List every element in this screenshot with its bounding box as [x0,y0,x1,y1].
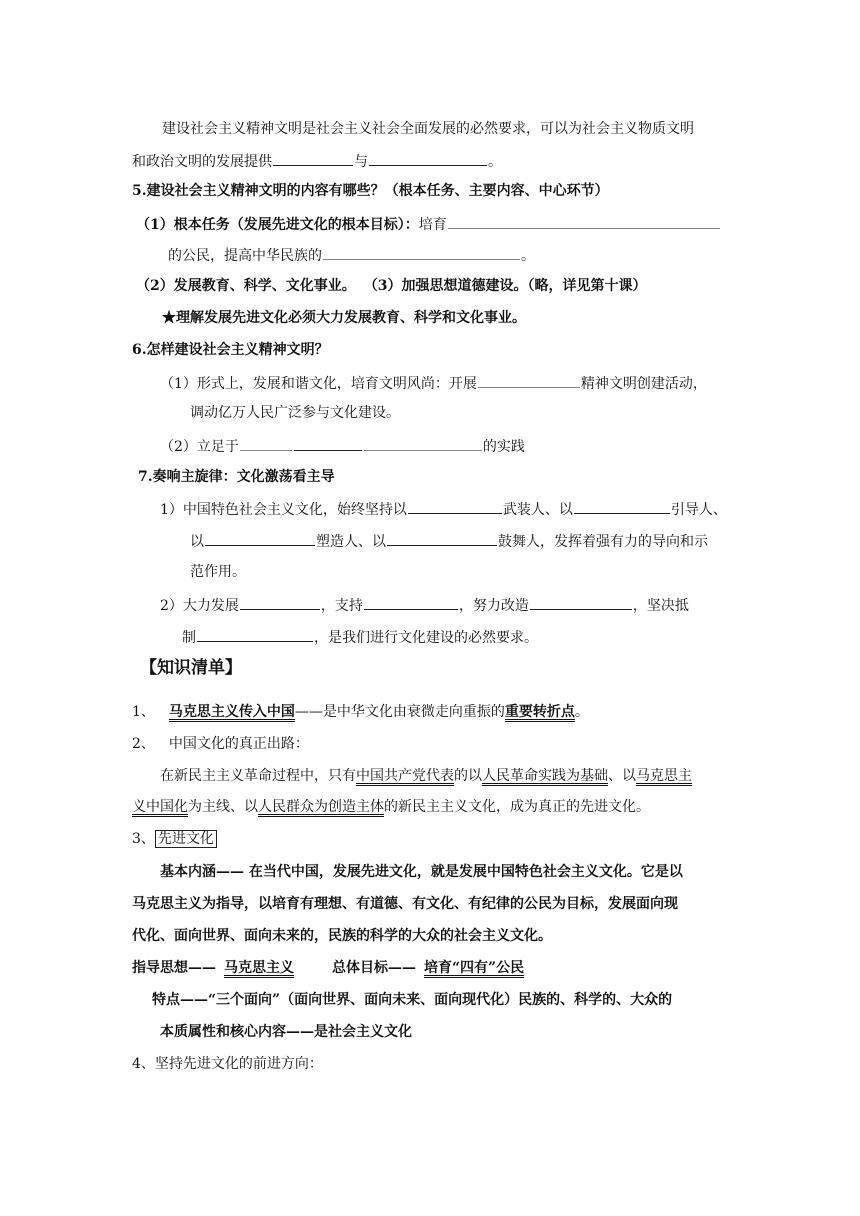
q7-title: 7.奏响主旋律：文化激荡看主导 [138,469,335,485]
knowledge-p3-line6: 本质属性和核心内容——是社会主义文化 [160,1024,412,1040]
blank[interactable] [197,626,313,642]
q7-item1-line3: 范作用。 [190,564,246,580]
blank[interactable] [205,530,315,546]
q7-item1-line1: 1）中国特色社会主义文化，始终坚持以 武装人、以 引导人、 [160,498,727,520]
blank[interactable] [240,435,292,451]
blank[interactable] [408,498,502,514]
q5-item1-line2: 的公民，提高中华民族的 。 [168,244,535,266]
q7-item1-line2: 以 塑造人、以 鼓舞人，发挥着强有力的导向和示 [190,530,708,552]
blank[interactable] [294,435,362,451]
q5-item1-line1: （1）根本任务（发展先进文化的根本目标）：培育 [136,213,721,235]
q6-title: 6.怎样建设社会主义精神文明？ [132,342,329,358]
knowledge-p2-title: 2、 中国文化的真正出路： [132,736,309,752]
blank[interactable] [369,150,487,166]
knowledge-p3-line1: 基本内涵—— 在当代中国，发展先进文化，就是发展中国特色社会主义文化。它是以 [160,864,683,880]
blank[interactable] [530,594,632,610]
blank[interactable] [478,372,580,388]
knowledge-p3-line3: 代化、面向世界、面向未来的，民族的科学的大众的社会主义文化。 [132,928,552,944]
blank[interactable] [387,530,497,546]
q6-item2: （2）立足于 的实践 [160,435,525,457]
knowledge-p3-line5: 特点——“三个面向”（面向世界、面向未来、面向现代化）民族的、科学的、大众的 [152,992,673,1008]
knowledge-heading: 【知识清单】 [140,658,242,678]
knowledge-p2-line1: 在新民主主义革命过程中，只有中国共产党代表的以人民革命实践为基础、以马克思主 [160,768,692,784]
q5-title: 5.建设社会主义精神文明的内容有哪些？（根本任务、主要内容、中心环节） [132,183,609,199]
knowledge-p2-line2: 义中国化为主线、以人民群众为创造主体的新民主主义文化，成为真正的先进文化。 [132,799,650,815]
blank[interactable] [240,594,320,610]
q4-line2: 和政治文明的发展提供 与 。 [132,150,502,172]
q6-item1-line2: 调动亿万人民广泛参与文化建设。 [190,405,400,421]
blank[interactable] [574,498,670,514]
knowledge-p1: 1、 马克思主义传入中国——是中华文化由衰微走向重振的重要转折点。 [132,704,589,720]
q7-item2-line1: 2）大力发展 ，支持 ，努力改造 ，坚决抵 [160,594,689,616]
blank[interactable] [448,213,720,229]
q5-item2: （2）发展教育、科学、文化事业。 （3）加强思想道德建设。（略，详见第十课） [136,278,647,294]
knowledge-p4: 4、坚持先进文化的前进方向： [132,1056,323,1072]
knowledge-p3-title: 3、 先进文化 [132,829,217,849]
q7-item2-line2: 制 ，是我们进行文化建设的必然要求。 [182,626,538,648]
knowledge-p3-line4: 指导思想—— 马克思主义 总体目标—— 培育“四有”公民 [132,960,525,976]
blank[interactable] [364,435,482,451]
q5-note: ★理解发展先进文化必须大力发展教育、科学和文化事业。 [162,310,526,326]
q6-item1-line1: （1）形式上，发展和谐文化，培育文明风尚：开展 精神文明创建活动， [160,372,707,394]
blank[interactable] [273,150,353,166]
blank[interactable] [323,244,520,260]
q4-line1: 建设社会主义精神文明是社会主义社会全面发展的必然要求，可以为社会主义物质文明 [162,121,694,137]
knowledge-p3-line2: 马克思主义为指导，以培育有理想、有道德、有文化、有纪律的公民为目标，发展面向现 [132,896,678,912]
blank[interactable] [364,594,458,610]
